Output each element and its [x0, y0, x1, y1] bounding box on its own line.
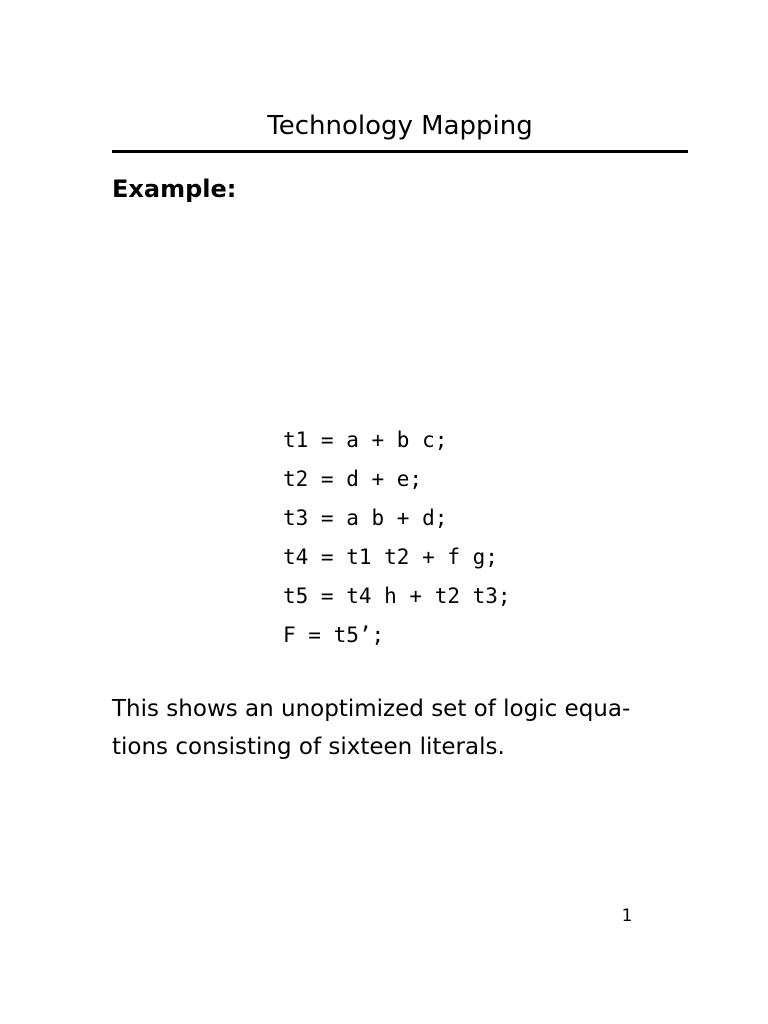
description-line: This shows an unoptimized set of logic equa- — [112, 696, 631, 722]
equation-line: t4 = t1 t2 + f g; — [283, 545, 498, 569]
equation-line: t2 = d + e; — [283, 467, 423, 491]
description-line: tions consisting of sixteen literals. — [112, 734, 505, 760]
section-label: Example: — [112, 175, 237, 203]
equation-line: t3 = a b + d; — [283, 506, 448, 530]
equation-line: t1 = a + b c; — [283, 428, 448, 452]
equation-list — [283, 421, 511, 655]
description-paragraph — [112, 690, 702, 766]
equation-line: F = t5’; — [283, 623, 385, 647]
title-divider — [112, 150, 688, 153]
page-title: Technology Mapping — [267, 111, 533, 141]
page-number: 1 — [621, 906, 633, 926]
equation-line: t5 = t4 h + t2 t3; — [283, 584, 511, 608]
